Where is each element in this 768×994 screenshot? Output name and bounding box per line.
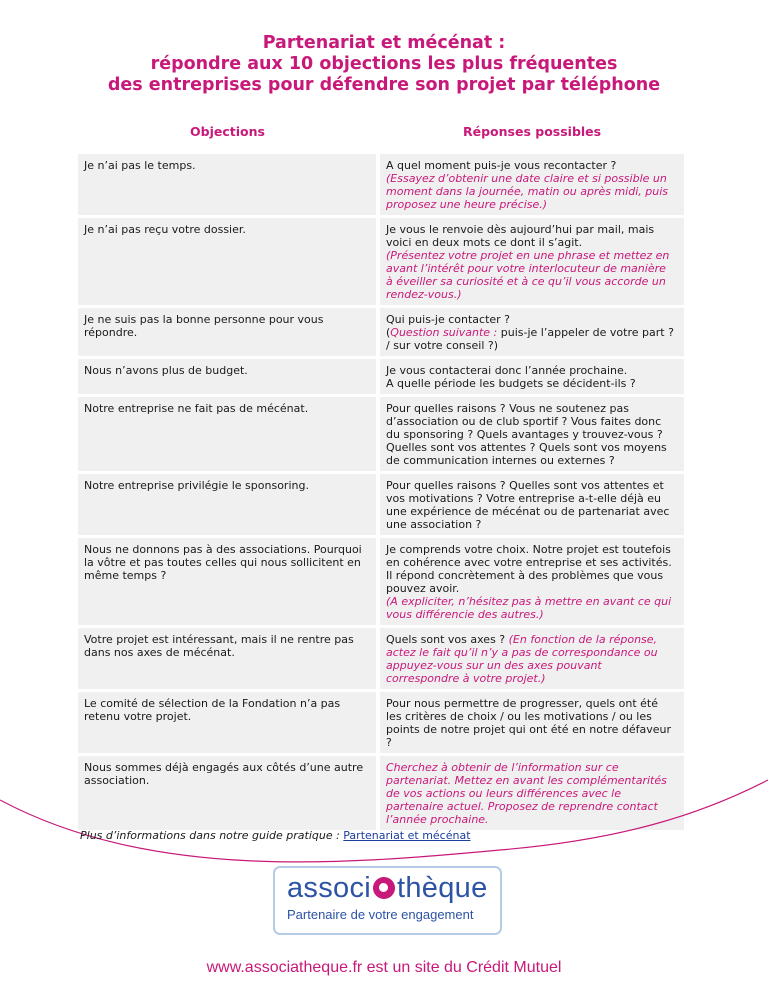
title-line-1: Partenariat et mécénat : (262, 33, 506, 53)
title-line-2: répondre aux 10 objections les plus fréquentes (150, 54, 618, 74)
logo-at-icon (373, 877, 395, 899)
table-row (78, 154, 684, 215)
objection-cell: Nous n’avons plus de budget. (84, 364, 248, 377)
objections-header: Objections (190, 124, 265, 139)
site-footer: www.associatheque.fr est un site du Crédit Mutuel (206, 959, 562, 976)
table-row (78, 218, 684, 305)
objection-cell: Je ne suis pas la bonne personne pour vous répondre. (84, 313, 324, 339)
reponse-advice: (A expliciter, n’hésitez pas à mettre en avant ce qui vous différencie des autres.) (386, 595, 672, 621)
reponse-advice: (En fonction de la réponse, actez le fait qu’il n’y a pas de correspondance ou appuyez-vous sur un des axes pouvant correspondre à votre projet.) (386, 633, 658, 685)
objection-cell: Nous sommes déjà engagés aux côtés d’une autre association. (84, 761, 364, 787)
page-title (0, 33, 768, 96)
table-row (78, 628, 684, 689)
objection-cell: Je n’ai pas reçu votre dossier. (84, 223, 246, 236)
reponse-cell (380, 538, 684, 625)
reponse-cell (380, 692, 684, 753)
logo-tagline: Partenaire de votre engagement (287, 907, 474, 922)
objections-table (78, 154, 684, 833)
guide-link[interactable]: Partenariat et mécénat (343, 829, 471, 842)
table-row (78, 359, 684, 394)
reponse-cell (380, 628, 684, 689)
logo-name-start: associ (287, 872, 371, 904)
reponse-text: Pour quelles raisons ? Quelles sont vos attentes et vos motivations ? Votre entreprise a-t-elle déjà eu une expérience de mécénat ou de partenariat avec une association ? (386, 479, 670, 531)
reponse-line (386, 326, 676, 352)
reponse-line (386, 633, 676, 685)
reponse-text: Quels sont vos axes ? (386, 633, 509, 646)
reponse-cell (380, 359, 684, 394)
objection-cell: Notre entreprise privilégie le sponsoring. (84, 479, 309, 492)
reponse-cell (380, 397, 684, 471)
reponse-cell (380, 308, 684, 356)
reponse-advice: (Essayez d’obtenir une date claire et si possible un moment dans la journée, matin ou après midi, puis proposez une heure précise.) (386, 172, 668, 211)
table-row (78, 397, 684, 471)
associatheque-logo[interactable] (273, 866, 502, 935)
objection-cell: Je n’ai pas le temps. (84, 159, 196, 172)
reponse-text: Pour nous permettre de progresser, quels ont été les critères de choix / ou les motivations / ou les points de notre projet qui ont été en notre défaveur ? (386, 697, 672, 749)
reponse-advice: (Présentez votre projet en une phrase et mettez en avant l’intérêt pour votre interlocuteur de manière à éveiller sa curiosité et à ce qu’il vous accorde un rendez-vous.) (386, 249, 670, 301)
reponse-text: Je comprends votre choix. Notre projet est toutefois en cohérence avec votre entreprise et ses activités. Il répond concrètement à des problèmes que vous pouvez avoir. (386, 543, 672, 595)
logo-wordmark (287, 872, 488, 905)
reponse-cell (380, 474, 684, 535)
objection-cell: Notre entreprise ne fait pas de mécénat. (84, 402, 309, 415)
objection-cell: Nous ne donnons pas à des associations. Pourquoi la vôtre et pas toutes celles qui nous sollicitent en même temps ? (84, 543, 362, 582)
reponse-advice: Cherchez à obtenir de l’information sur ce partenariat. Mettez en avant les complémentarités de vos actions ou leurs différences avec le partenaire actuel. Proposez de reprendre contact l’année prochaine. (386, 761, 667, 826)
reponse-text: Qui puis-je contacter ? (386, 313, 511, 326)
objection-cell: Le comité de sélection de la Fondation n’a pas retenu votre projet. (84, 697, 341, 723)
footer-note (80, 829, 471, 842)
table-row (78, 474, 684, 535)
reponses-header: Réponses possibles (463, 124, 602, 139)
reponse-text: Pour quelles raisons ? Vous ne soutenez pas d’association ou de club sportif ? Vous faites donc du sponsoring ? Quels avantages y trouvez-vous ? Quelles sont vos attentes ? Quels sont vos moyens de communication internes ou externes ? (386, 402, 667, 467)
reponse-cell (380, 154, 684, 215)
reponse-text: A quelle période les budgets se décident-ils ? (386, 377, 636, 390)
objection-cell: Votre projet est intéressant, mais il ne rentre pas dans nos axes de mécénat. (84, 633, 354, 659)
logo-name-end: thèque (397, 872, 488, 904)
reponse-cell (380, 218, 684, 305)
reponse-text: puis-je l’appeler de votre part ? / sur votre conseil ?) (386, 326, 674, 352)
table-row (78, 538, 684, 625)
table-row (78, 308, 684, 356)
title-line-3: des entreprises pour défendre son projet par téléphone (107, 75, 661, 95)
footer-note-text: Plus d’informations dans notre guide pratique : (80, 829, 344, 842)
reponse-advice: Question suivante : (390, 326, 501, 339)
reponse-text: A quel moment puis-je vous recontacter ? (386, 159, 617, 172)
reponse-text: ( (386, 326, 391, 339)
reponse-text: Je vous le renvoie dès aujourd’hui par mail, mais voici en deux mots ce dont il s’agit. (386, 223, 655, 249)
reponse-text: Je vous contacterai donc l’année prochaine. (386, 364, 628, 377)
table-row (78, 692, 684, 753)
